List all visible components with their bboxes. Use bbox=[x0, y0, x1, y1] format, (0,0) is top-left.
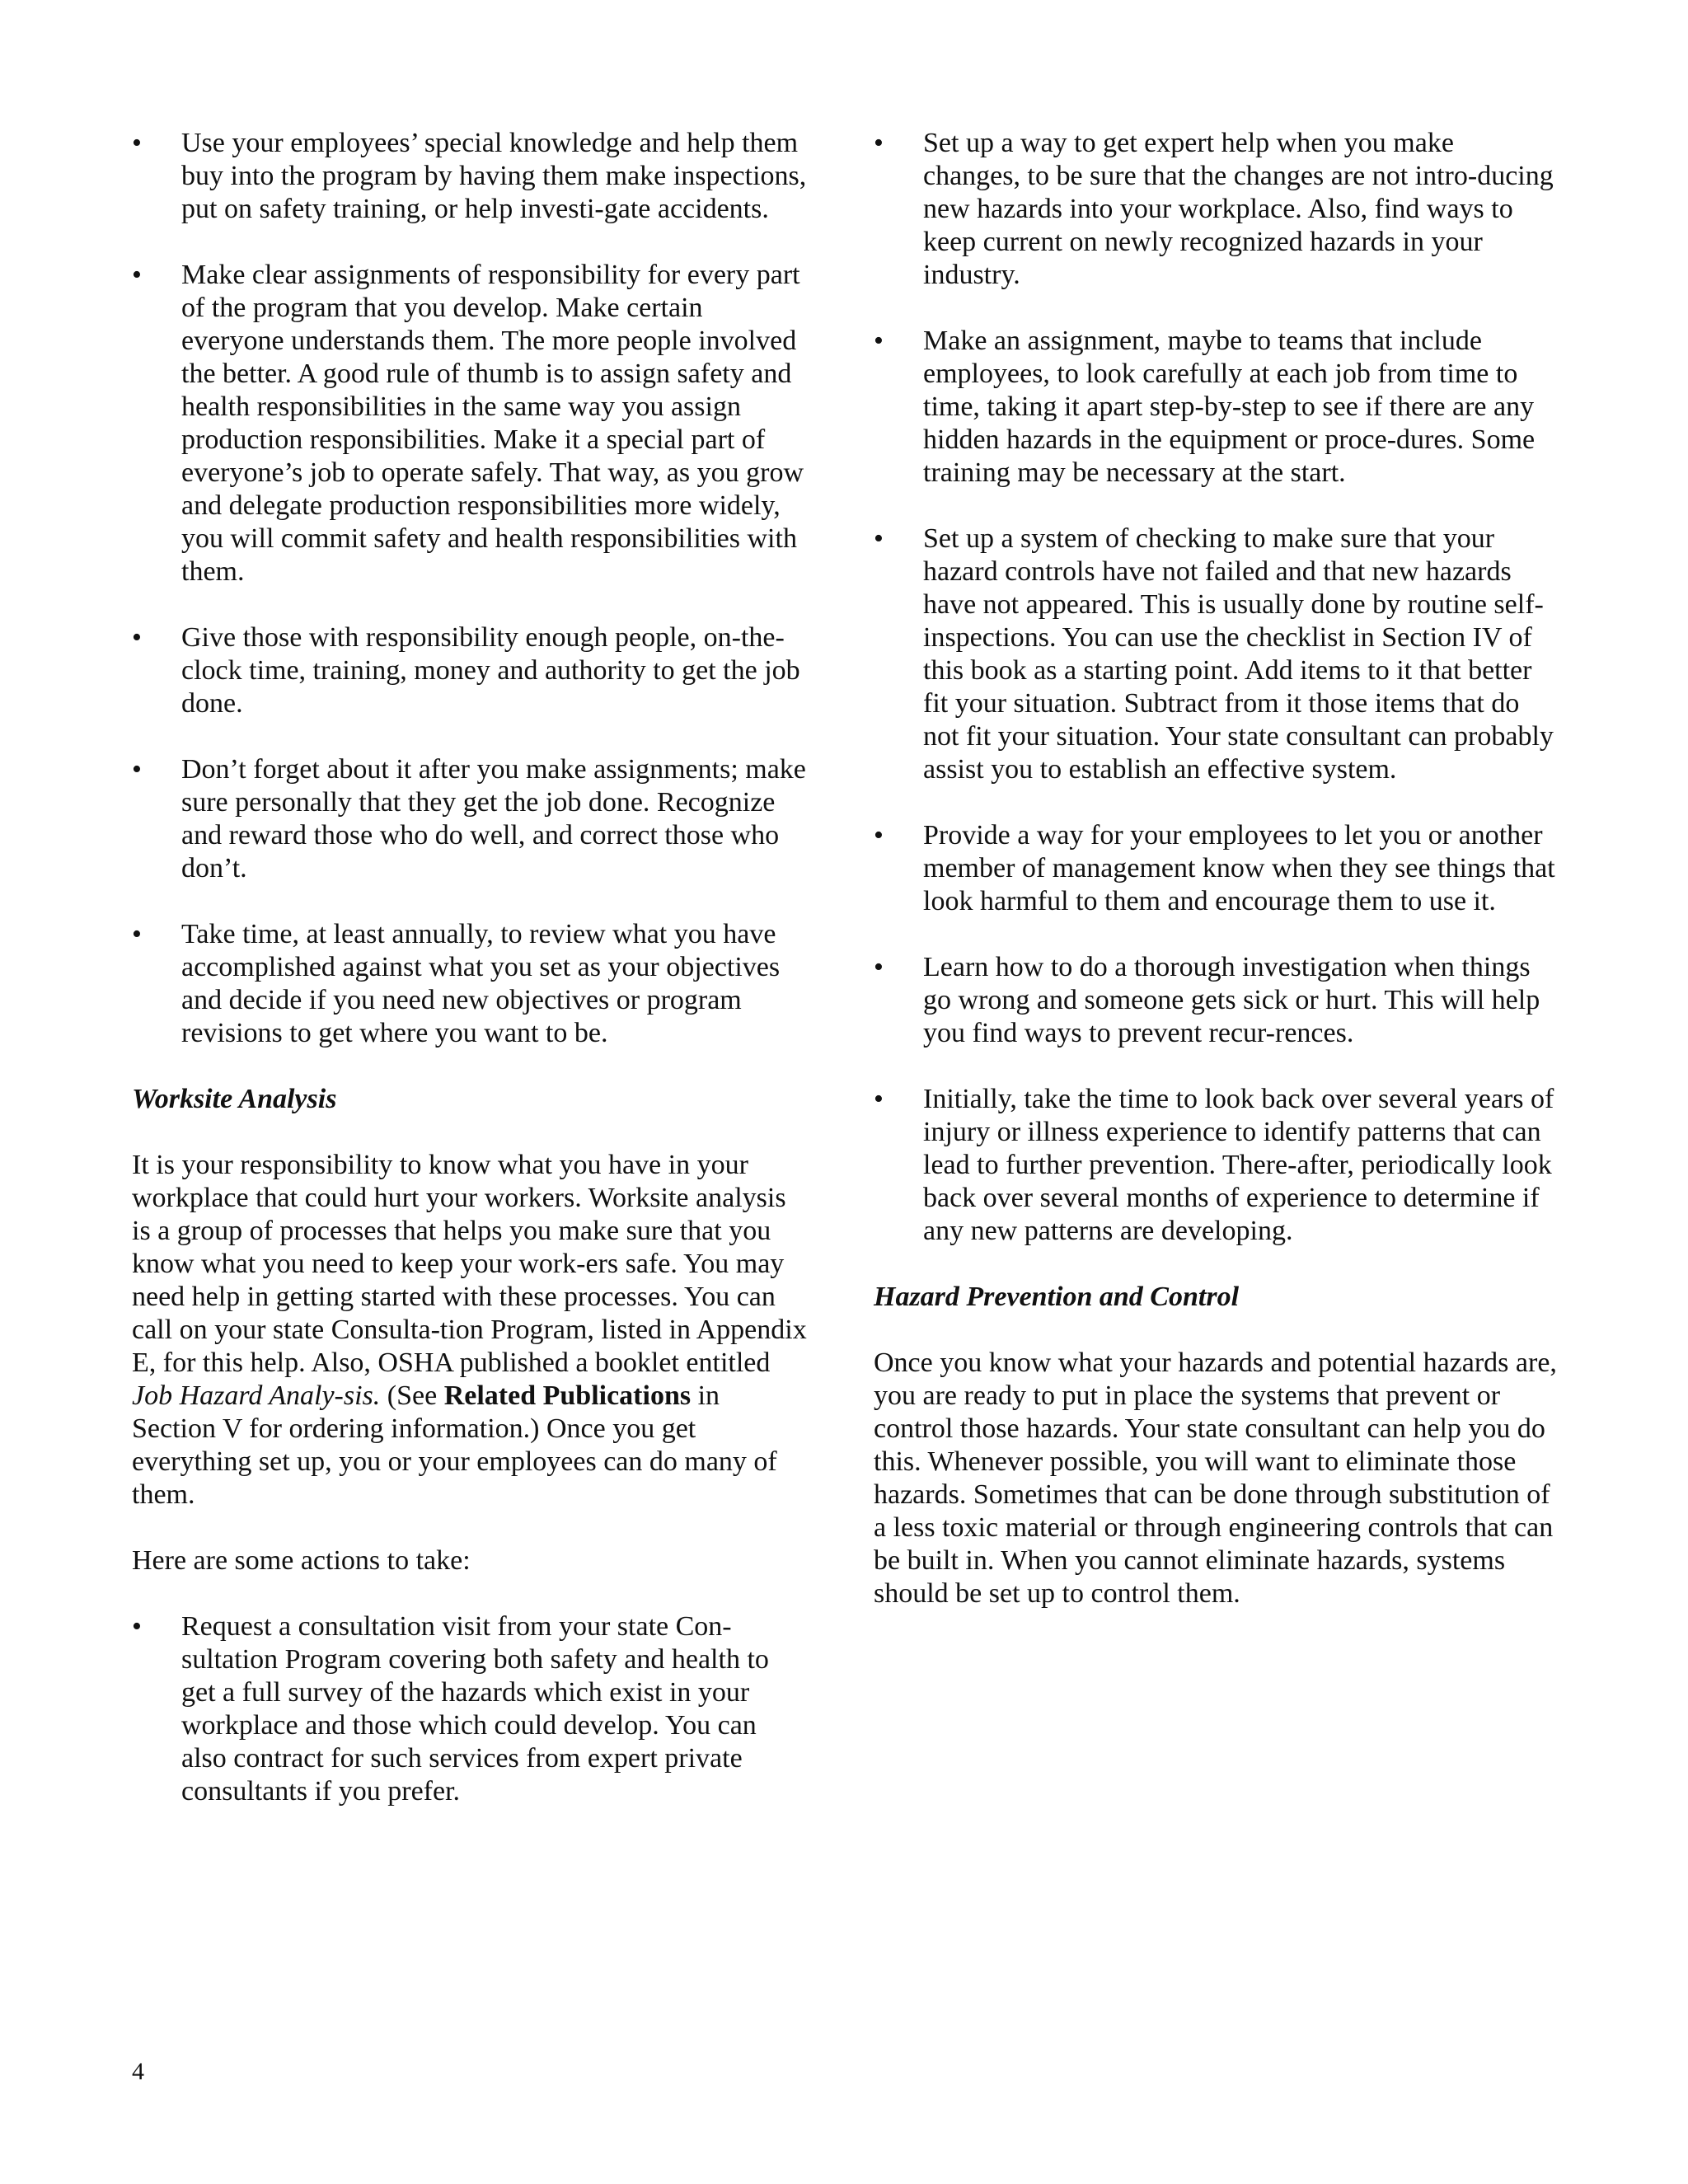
bullet-icon: • bbox=[132, 260, 142, 290]
list-item bbox=[874, 1083, 1558, 1248]
bullet-icon: • bbox=[874, 820, 884, 851]
list-item-text: Don’t forget about it after you make assignments; make sure personally that they get the job done. Recognize and reward those who do well, and correct those who don’t. bbox=[181, 754, 806, 883]
bullet-icon: • bbox=[874, 952, 884, 982]
list-item bbox=[132, 259, 808, 588]
list-item-text: Make clear assignments of responsibility for every part of the program that you develop. Make certain everyone understands them. The more people involved the better. A good rule of thumb is to assign safety and health responsibilities in the same way you assign production responsibilities. Make it a special part of everyone’s job to operate safely. That way, as you grow and delegate production responsibilities more widely, you will commit safety and health responsibilities with them. bbox=[181, 260, 804, 587]
list-item-text: Set up a way to get expert help when you make changes, to be sure that the changes are not intro-ducing new hazards into your workplace. Also, find ways to keep current on newly recognized hazards in your industry. bbox=[923, 128, 1554, 290]
bullet-icon: • bbox=[874, 1084, 884, 1114]
worksite-analysis-heading: Worksite Analysis bbox=[132, 1084, 337, 1114]
paragraph-text: (See bbox=[380, 1380, 444, 1411]
list-item bbox=[132, 621, 808, 720]
list-item-text: Take time, at least annually, to review what you have accomplished against what you set as your objectives and decide if you need new objectives or program revisions to get where you want to be. bbox=[181, 919, 781, 1048]
bullet-icon: • bbox=[132, 754, 142, 785]
list-item-text: Provide a way for your employees to let you or another member of management know when they see things that look harmful to them and encourage them to use it. bbox=[923, 820, 1555, 916]
list-item bbox=[132, 918, 808, 1050]
left-column bbox=[132, 127, 808, 1841]
list-item bbox=[874, 523, 1558, 786]
list-item bbox=[132, 1610, 808, 1808]
right-column bbox=[874, 127, 1558, 1643]
related-publications-reference: Related Publications bbox=[443, 1380, 692, 1411]
list-item bbox=[874, 951, 1558, 1050]
list-item-text: Learn how to do a thorough investigation when things go wrong and someone gets sick or hurt. This will help you find ways to prevent recur-rences. bbox=[923, 952, 1540, 1048]
paragraph-text: in Section V for ordering information.) Once you get everything set up, you or your employees can do many of them. bbox=[132, 1380, 777, 1510]
list-item-text: Request a consultation visit from your state Con-sultation Program covering both safety and health to get a full survey of the hazards which exist in your workplace and those which could develop. You can also contract for such services from expert private consultants if you prefer. bbox=[181, 1611, 769, 1807]
bullet-icon: • bbox=[132, 1611, 142, 1642]
list-item-text: Set up a system of checking to make sure that your hazard controls have not failed and that new hazards have not appeared. This is usually done by routine self-inspections. You can use the checklist in Section IV of this book as a starting point. Add items to it that better fit your situation. Subtract from it those items that do not fit your situation. Your state consultant can probably assist you to establish an effective system. bbox=[923, 523, 1554, 785]
list-item bbox=[874, 325, 1558, 490]
page-number: 4 bbox=[132, 2058, 144, 2085]
list-item-text: Make an assignment, maybe to teams that include employees, to look carefully at each job from time to time, taking it apart step-by-step to see if there are any hidden hazards in the equipment or proce-dures. Some training may be necessary at the start. bbox=[923, 326, 1536, 488]
bullet-icon: • bbox=[132, 919, 142, 949]
bullet-list-top bbox=[132, 127, 808, 1050]
bullet-icon: • bbox=[874, 523, 884, 554]
paragraph-text: It is your responsibility to know what you have in your workplace that could hurt your workers. Worksite analysis is a group of processes that helps you make sure that you know what you need to keep your work-ers safe. You may need help in getting started with these processes. You can call on your state Consulta-tion Program, listed in Appendix E, for this help. Also, OSHA published a booklet entitled bbox=[132, 1150, 807, 1378]
hazard-prevention-heading: Hazard Prevention and Control bbox=[874, 1282, 1240, 1312]
bullet-icon: • bbox=[874, 326, 884, 356]
list-item bbox=[874, 127, 1558, 292]
bullet-icon: • bbox=[132, 128, 142, 158]
list-item-text: Use your employees’ special knowledge and help them buy into the program by having them make inspections, put on safety training, or help investi-gate accidents. bbox=[181, 128, 807, 224]
list-item bbox=[132, 127, 808, 226]
hazard-prevention-paragraph: Once you know what your hazards and potential hazards are, you are ready to put in place the systems that prevent or control those hazards. Your state consultant can help you do this. Whenever possible, you will want to eliminate those hazards. Sometimes that can be done through substitution of a less toxic material or through engineering controls that can be built in. When you cannot eliminate hazards, systems should be set up to control them. bbox=[874, 1347, 1557, 1609]
list-item-text: Give those with responsibility enough people, on-the-clock time, training, money and authority to get the job done. bbox=[181, 622, 800, 719]
bullet-icon: • bbox=[874, 128, 884, 158]
list-item-text: Initially, take the time to look back over several years of injury or illness experience to identify patterns that can lead to further prevention. There-after, periodically look back over several months of experience to determine if any new patterns are developing. bbox=[923, 1084, 1554, 1246]
worksite-analysis-paragraph bbox=[132, 1149, 808, 1511]
actions-intro: Here are some actions to take: bbox=[132, 1545, 471, 1576]
list-item bbox=[132, 753, 808, 885]
bullet-list-right bbox=[874, 127, 1558, 1248]
publication-title: Job Hazard Analy-sis. bbox=[132, 1380, 381, 1411]
list-item bbox=[874, 819, 1558, 918]
bullet-icon: • bbox=[132, 622, 142, 653]
bullet-list-actions bbox=[132, 1610, 808, 1808]
